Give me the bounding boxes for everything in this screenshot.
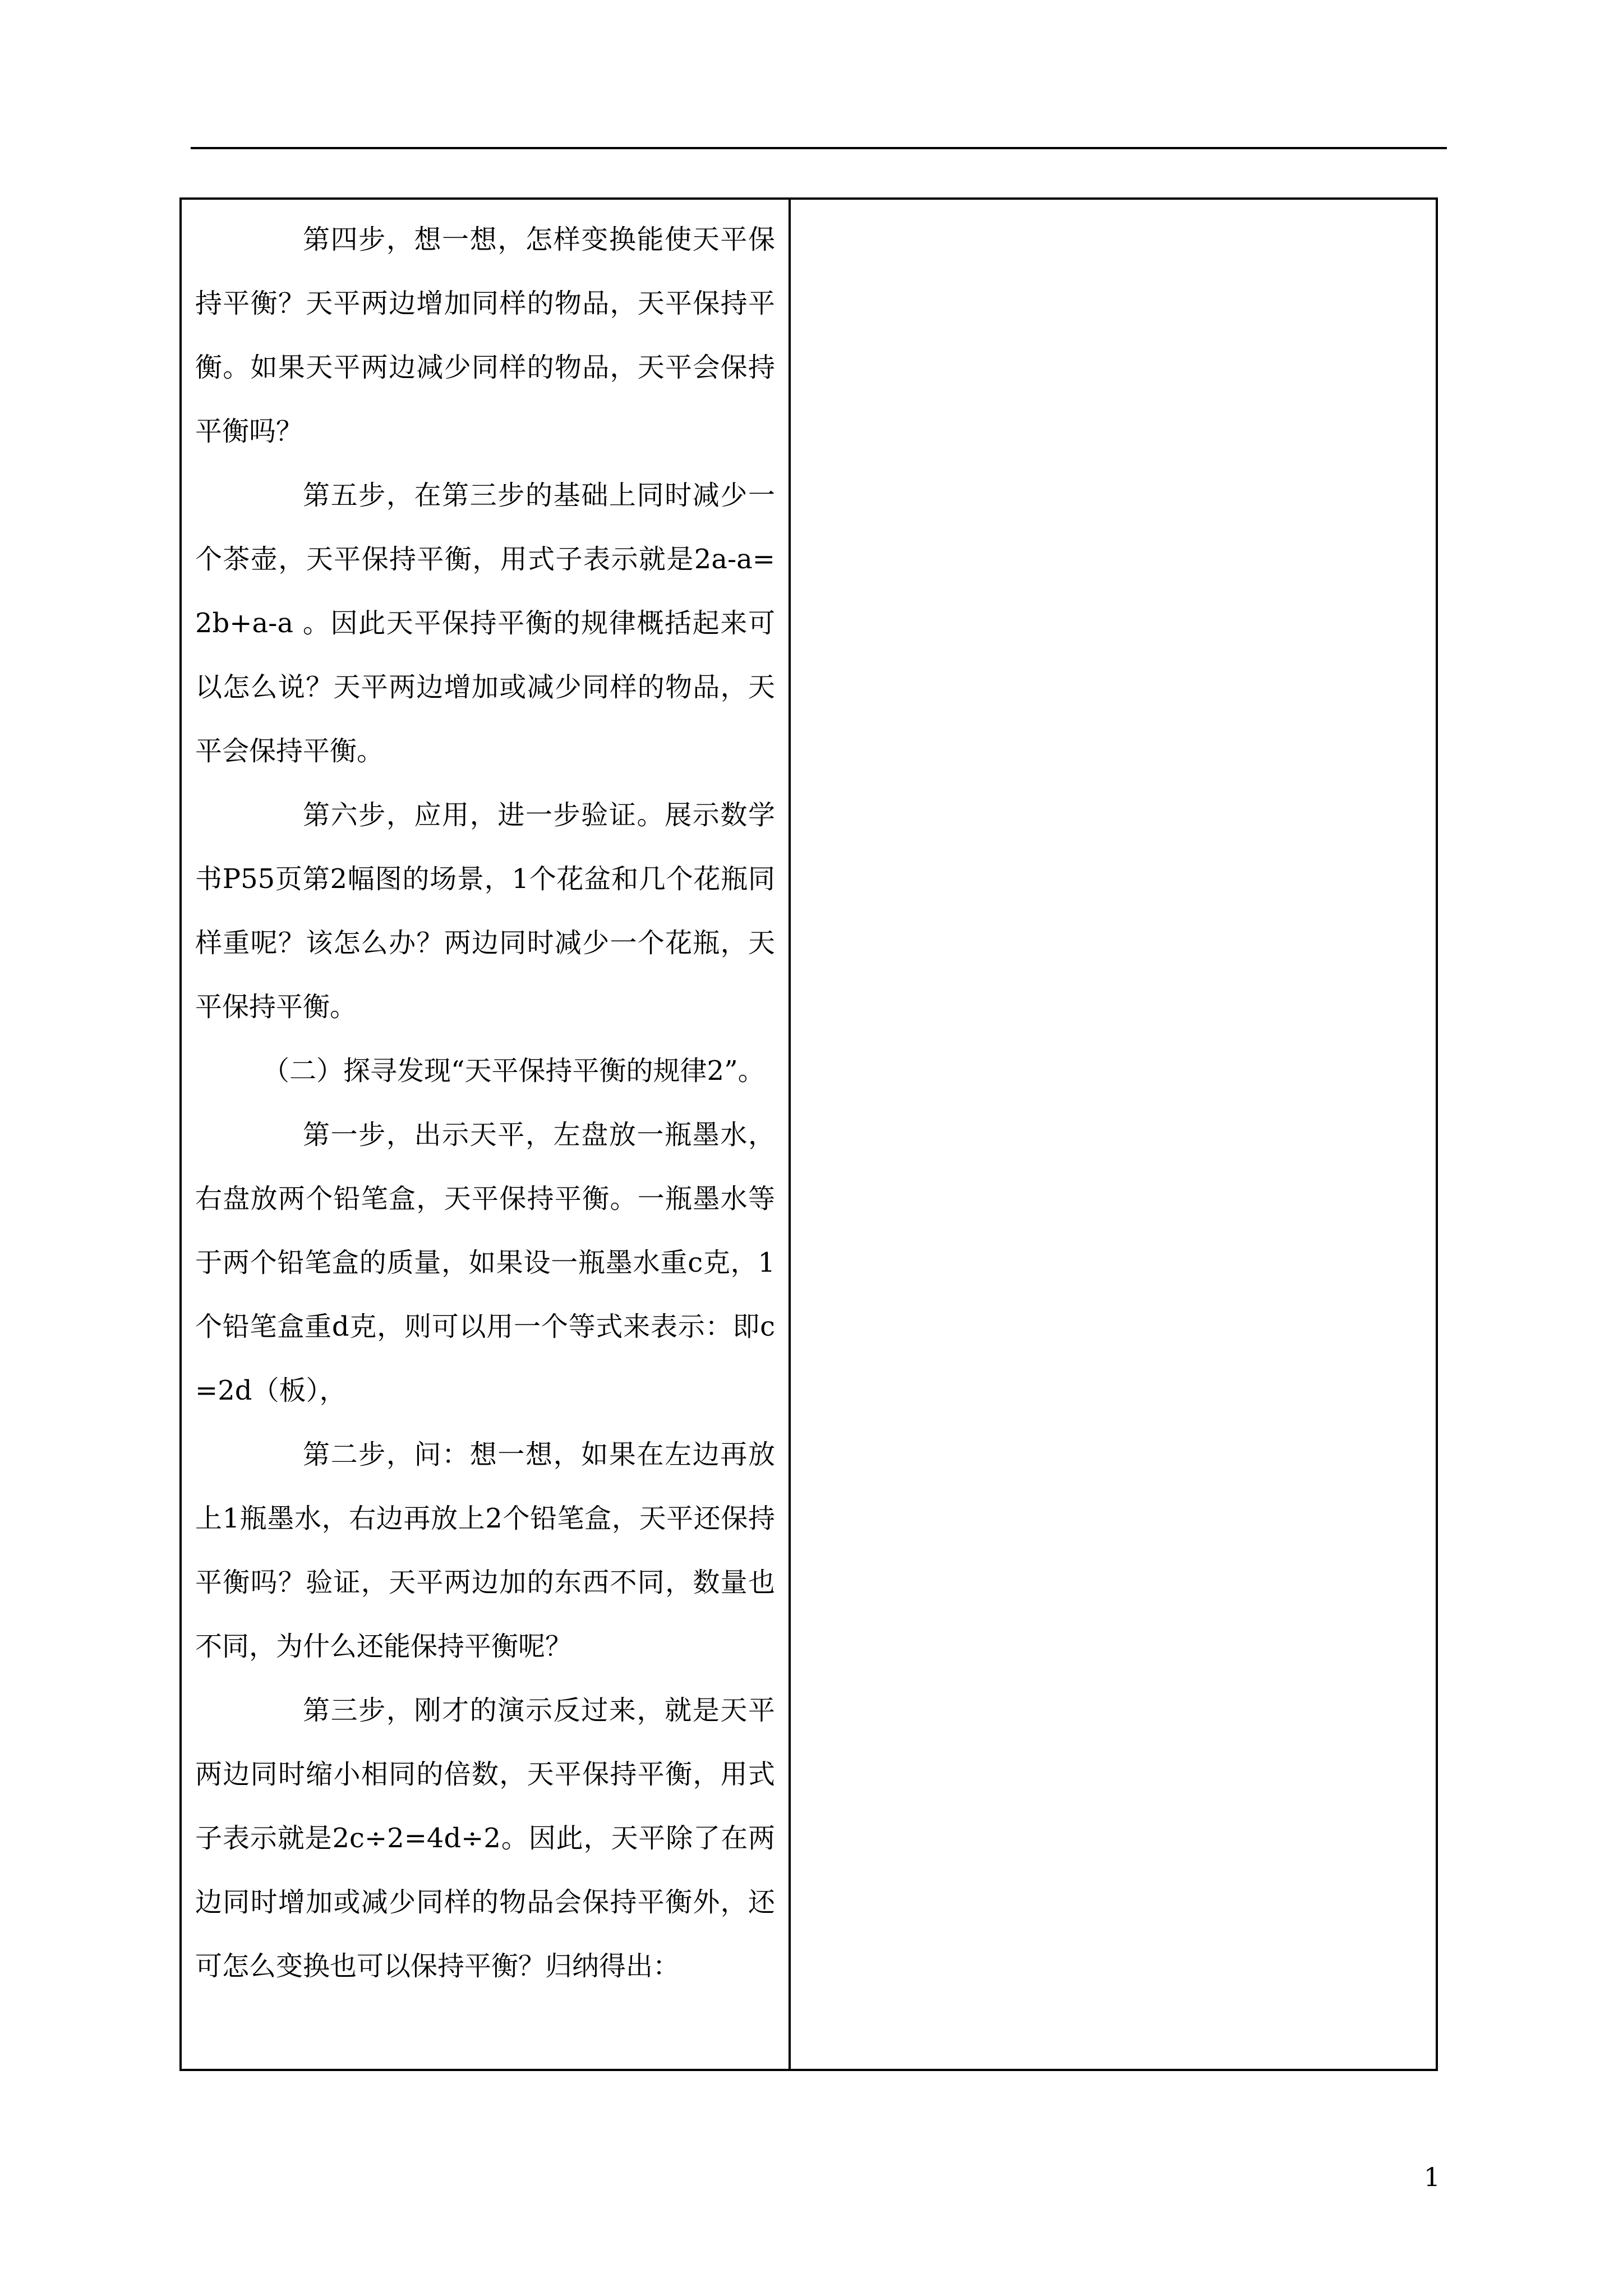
paragraph-step-3: 第三步，刚才的演示反过来，就是天平两边同时缩小相同的倍数，天平保持平衡，用式子表示就是2c÷2=4d÷2。因此，天平除了在两边同时增加或减少同样的物品会保持平衡外，还可怎么变换也可以保持平衡？归纳得出： <box>195 1695 775 1982</box>
paragraph-step-6: 第六步，应用，进一步验证。展示数学书P55页第2幅图的场景，1个花盆和几个花瓶同样重呢？该怎么办？两边同时减少一个花瓶，天平保持平衡。 <box>195 799 775 1023</box>
lesson-table <box>179 197 1438 2071</box>
lesson-content-cell <box>182 200 791 2069</box>
notes-cell <box>791 200 1436 2069</box>
page-number: 1 <box>1423 2162 1440 2192</box>
section-heading-2: （二）探寻发现“天平保持平衡的规律2”。 <box>262 1055 765 1087</box>
header-rule <box>191 147 1447 149</box>
paragraph-step-2: 第二步，问：想一想，如果在左边再放上1瓶墨水，右边再放上2个铅笔盒，天平还保持平衡吗？验证，天平两边加的东西不同，数量也不同，为什么还能保持平衡呢？ <box>195 1439 775 1662</box>
paragraph-step-5: 第五步，在第三步的基础上同时减少一个茶壶，天平保持平衡，用式子表示就是2a-a=2b+a-a 。因此天平保持平衡的规律概括起来可以怎么说？天平两边增加或减少同样的物品，天平会保持平衡。 <box>195 480 775 767</box>
paragraph-step-1: 第一步，出示天平，左盘放一瓶墨水，右盘放两个铅笔盒，天平保持平衡。一瓶墨水等于两个铅笔盒的质量，如果设一瓶墨水重c克，1个铅笔盒重d克，则可以用一个等式来表示：即c=2d（板）， <box>195 1119 775 1406</box>
paragraph-step-4: 第四步，想一想，怎样变换能使天平保持平衡？天平两边增加同样的物品，天平保持平衡。如果天平两边减少同样的物品，天平会保持平衡吗？ <box>195 224 775 447</box>
